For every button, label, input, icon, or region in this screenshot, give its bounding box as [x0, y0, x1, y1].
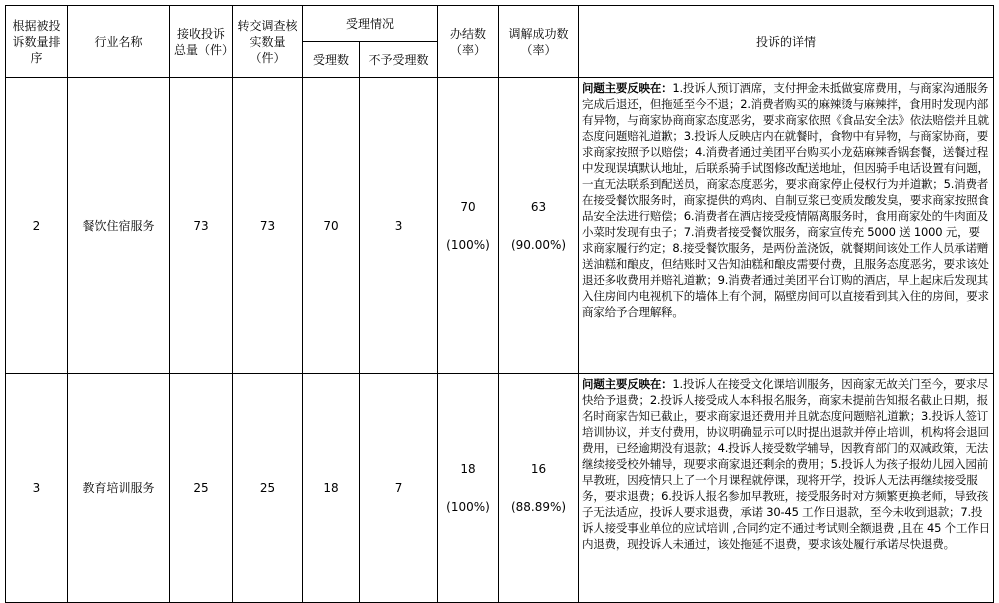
accepted-cell: 70: [303, 78, 360, 374]
header-rank: 根据被投诉数量排序: [6, 6, 68, 78]
details-lead: 问题主要反映在：: [582, 377, 673, 391]
mediated-cell: [499, 374, 579, 603]
completed-count: 70: [460, 199, 476, 214]
completed-cell: [438, 374, 499, 603]
transferred-cell: 25: [233, 374, 303, 603]
header-industry: 行业名称: [68, 6, 170, 78]
header-details: 投诉的详情: [579, 6, 994, 78]
mediated-count: 63: [530, 199, 547, 214]
details-text: 1.投诉人在接受文化课培训服务，因商家无故关门至今，要求尽快给予退费；2.投诉人接受成人本科报名服务，商家未提前告知报名截止日期，报名时商家告知已截止，要求商家退还费用并且就态度问题赔礼道歉；3.投诉人签订培训协议，并支付费用，协议明确显示可以时提出退款并停止培训，机构将会退回费用，已经逾期没有退款；4.投诉人接受数学辅导，因教育部门的双减政策，无法继续接受校外辅导，现要求商家退还剩余的费用；5.投诉人为孩子报幼儿园入园前早教班，因疫情只上了一个月课程就停课，现将开学，投诉人无法再继续接受服务，要求退费；6.投诉人报名参加早教班，接受服务时对方频繁更换老师，导致孩子无法适应，投诉人要求退费，承诺 30-45 工作日退款，至今未收到退款；7.投诉人接受事业单位的应试培训 ,合同约定不通过考试则全额退费 ,且在 45 个工作日内退费，现投诉人未通过，该处拖延不退费，要求该处履行承诺尽快退费。: [582, 377, 990, 551]
details-cell: [579, 78, 994, 374]
header-not-accepted: 不予受理数: [360, 42, 438, 78]
rank-cell: 2: [6, 78, 68, 374]
received-cell: 73: [170, 78, 233, 374]
header-received: 接收投诉总量（件）: [170, 6, 233, 78]
header-mediated: 调解成功数（率）: [499, 6, 579, 78]
transferred-cell: 73: [233, 78, 303, 374]
header-completed: 办结数（率）: [438, 6, 499, 78]
mediated-rate: (88.89%): [510, 500, 567, 514]
header-accepted: 受理数: [303, 42, 360, 78]
completed-cell: [438, 78, 499, 374]
rank-cell: 3: [6, 374, 68, 603]
mediated-cell: [499, 78, 579, 374]
table-row: [6, 78, 994, 374]
details-lead: 问题主要反映在：: [582, 81, 673, 95]
details-text: 1.投诉人预订酒席，支付押金未抵做宴席费用，与商家沟通服务完成后退还，但拖延至今不退；2.消费者购买的麻辣烫与麻辣拌，食用时发现内部有异物，与商家协商商家态度恶劣，要求商家依照《食品安全法》依法赔偿并且就态度问题赔礼道歉；3.投诉人反映店内在就餐时，食物中有异物，与商家协商，要求商家按照予以赔偿；4.消费者通过美团平台购买小龙菇麻辣香锅套餐，送餐过程中发现误填默认地址，后联系骑手试图修改配送地址，但因骑手电话设置有问题，一直无法联系到配送员，商家态度恶劣，要求商家停止侵权行为并道歉；5.消费者在接受餐饮服务时，商家提供的鸡肉、自制豆浆已变质发酸发臭，要求商家按照食品安全法进行赔偿；6.消费者在酒店接受疫情隔离服务时，食用商家处的牛肉面及小菜时发现有虫子；7.消费者接受餐饮服务，商家宣传充 5000 送 1000 元，要求商家履行约定；8.接受餐饮服务，是两份盖浇饭，就餐期间该处工作人员承诺赠送油糕和酿皮，但结账时又告知油糕和酿皮需要付费，且服务态度恶劣，要求该处退还多收费用并赔礼道歉；9.消费者通过美团平台订购的酒店，早上起床后发现其入住房间内电视机下的墙体上有个洞，隔壁房间可以直接看到其入住的房间，要求商家给予合理解释。: [582, 81, 989, 319]
header-acceptance: 受理情况: [303, 6, 438, 42]
industry-cell: 教育培训服务: [68, 374, 170, 603]
mediated-count: 16: [530, 462, 547, 476]
industry-cell: 餐饮住宿服务: [68, 78, 170, 374]
complaints-table: [5, 5, 994, 603]
completed-rate: (100%): [446, 237, 490, 252]
completed-count: 18: [460, 462, 476, 476]
details-cell: [579, 374, 994, 603]
received-cell: 25: [170, 374, 233, 603]
accepted-cell: 18: [303, 374, 360, 603]
header-transferred: 转交调查核实数量（件）: [233, 6, 303, 78]
table-row: [6, 374, 994, 603]
completed-rate: (100%): [446, 500, 490, 514]
not-accepted-cell: 7: [360, 374, 438, 603]
not-accepted-cell: 3: [360, 78, 438, 374]
mediated-rate: (90.00%): [510, 237, 567, 252]
